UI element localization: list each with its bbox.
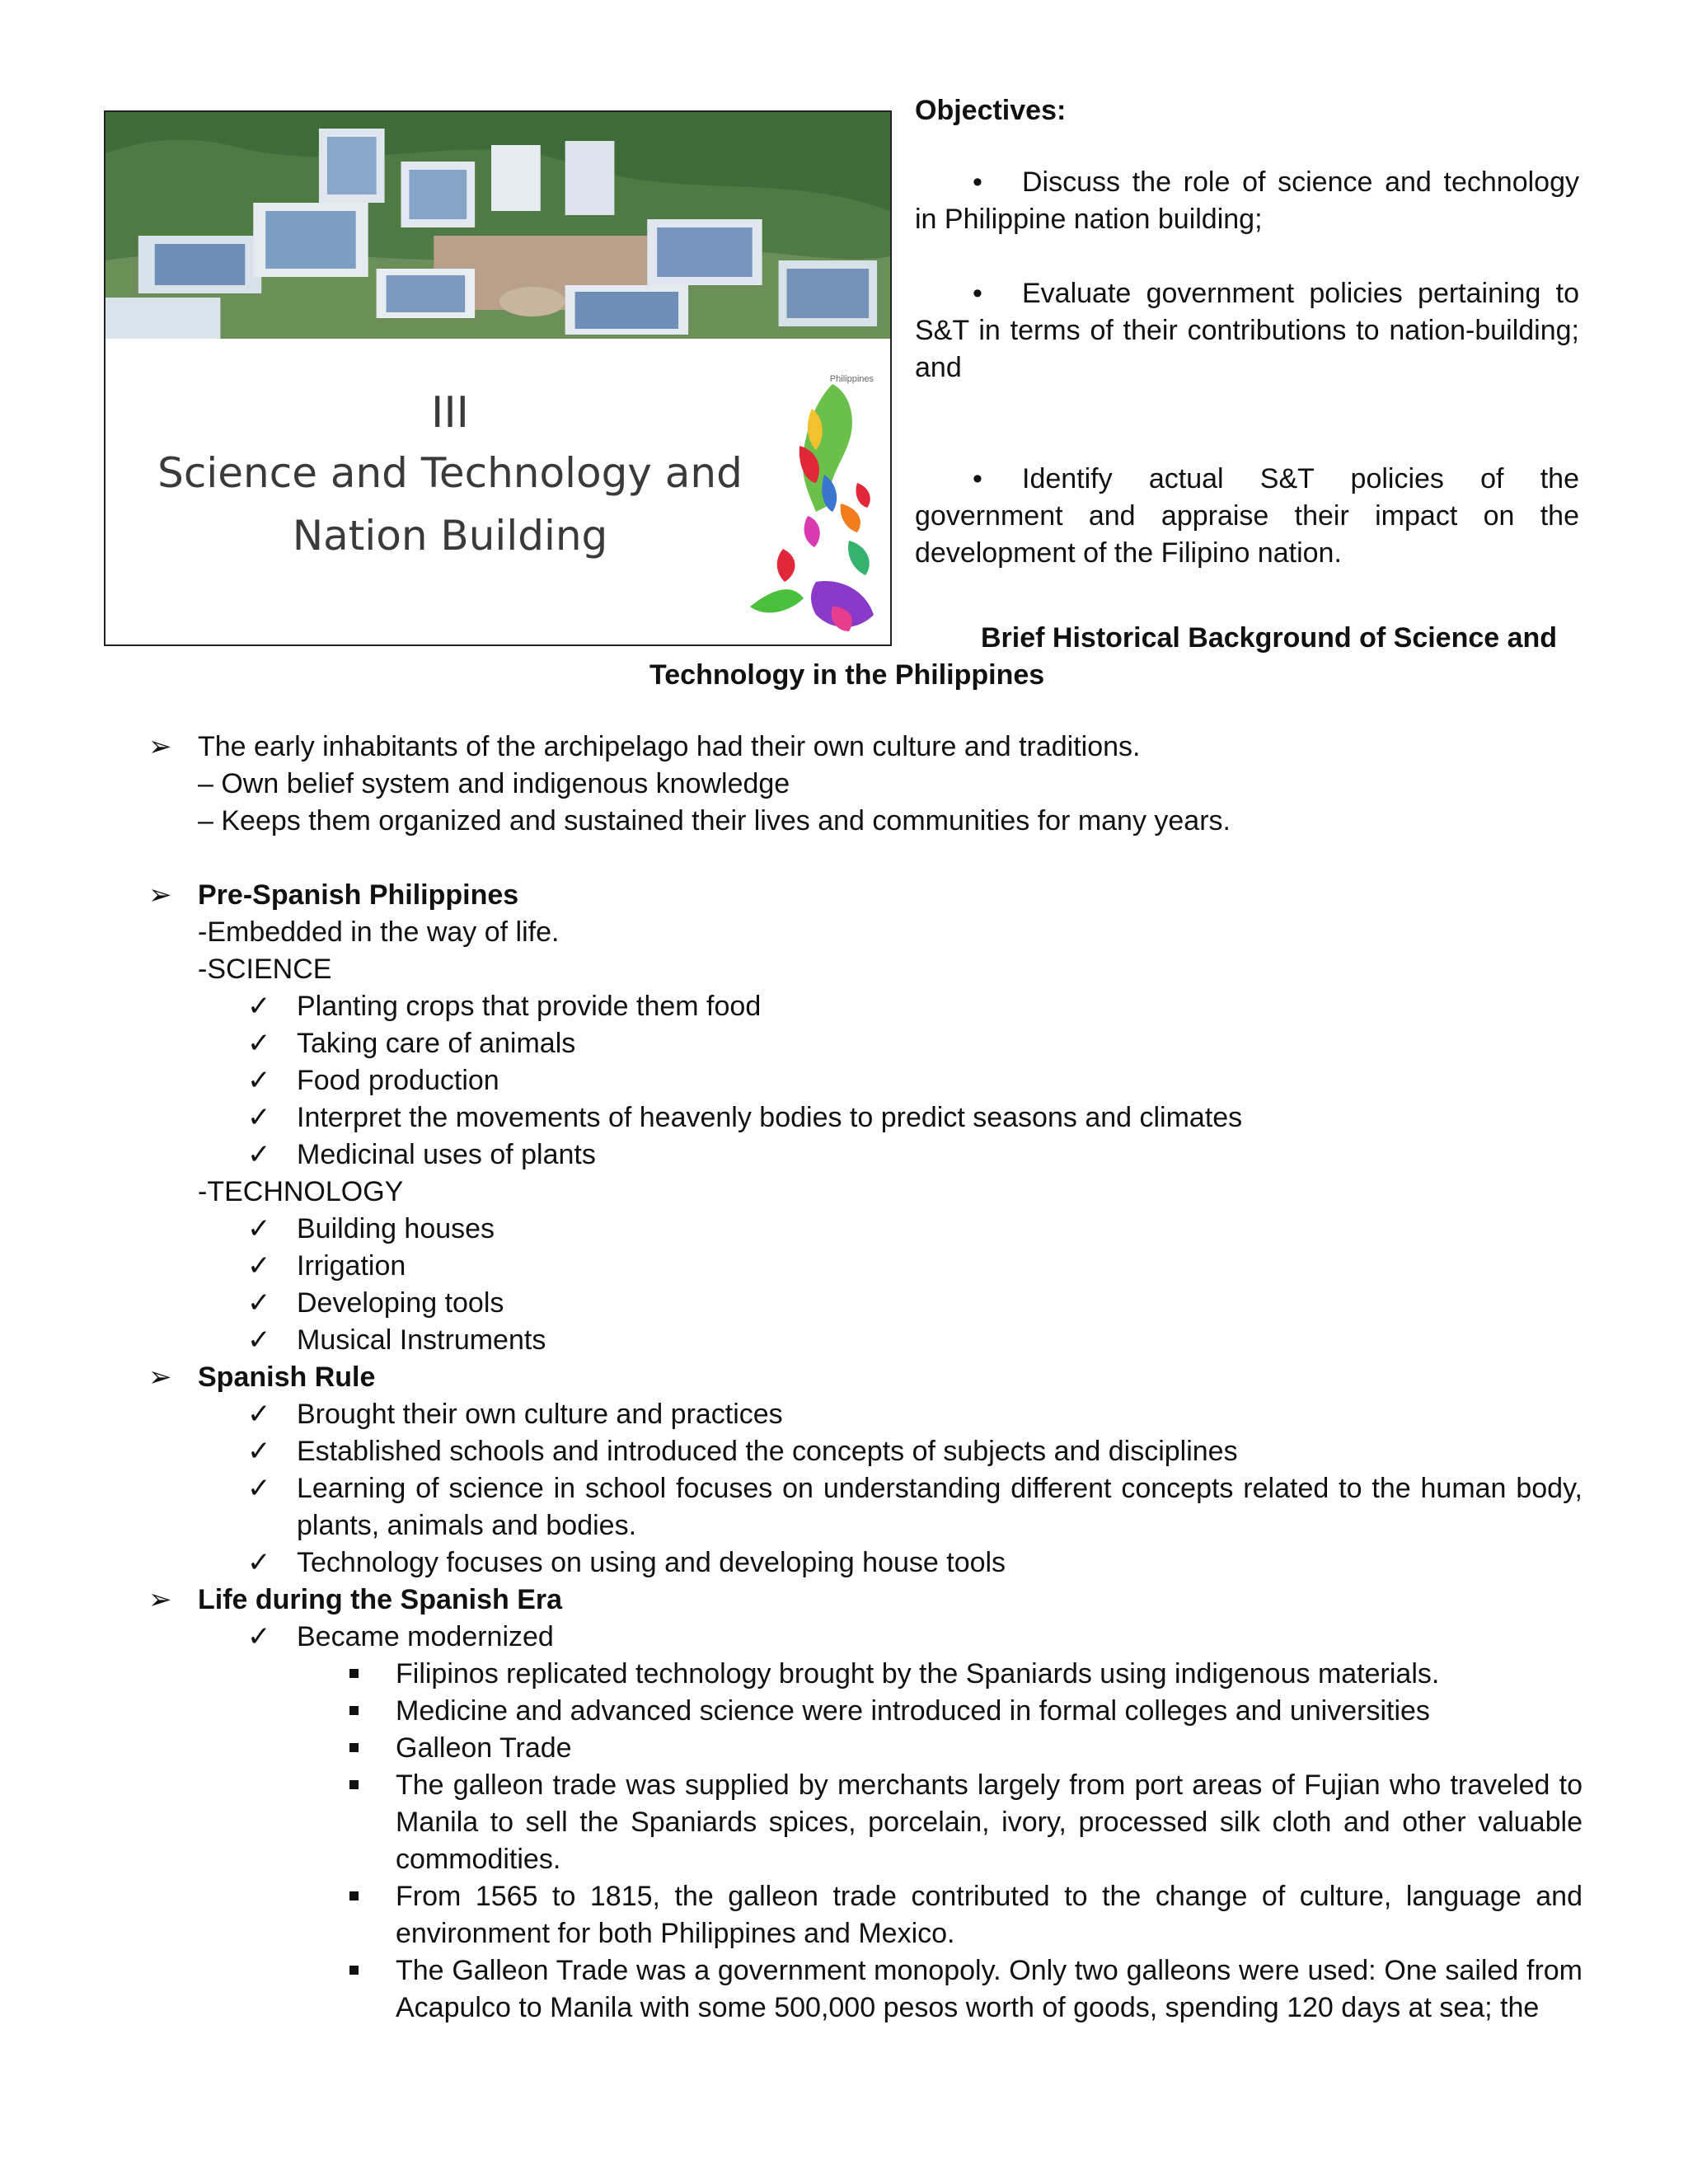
square-bullet-icon	[349, 1706, 359, 1715]
checkmark-icon: ✓	[247, 1213, 271, 1244]
list-item: ✓ Building houses	[148, 1211, 1582, 1248]
bullet-icon: •	[973, 463, 982, 494]
objective-item: • Discuss the role of science and technology in Philippine nation building;	[915, 164, 1579, 238]
checkmark-icon: ✓	[247, 1139, 271, 1170]
outline-item-spanish-rule: ➢ Spanish Rule	[148, 1359, 1582, 1396]
list-item: ✓ Became modernized	[148, 1619, 1582, 1656]
slide-title-block	[120, 384, 780, 567]
list-item: ✓ Established schools and introduced the concepts of subjects and disciplines	[148, 1433, 1582, 1470]
list-item: ✓ Developing tools	[148, 1285, 1582, 1322]
objective-item: • Evaluate government policies pertaining to S&T in terms of their contributions to nation-building; and	[915, 275, 1579, 387]
intro-sub-line: – Own belief system and indigenous knowledge	[198, 768, 790, 799]
history-heading-line-1: Brief Historical Background of Science and	[981, 622, 1558, 654]
checkmark-icon: ✓	[247, 991, 271, 1022]
philippines-map-icon	[734, 359, 890, 646]
list-item: ✓ Musical Instruments	[148, 1322, 1582, 1359]
checkmark-icon: ✓	[247, 1287, 271, 1319]
science-label: -SCIENCE	[198, 954, 332, 985]
square-bullet-icon	[349, 1780, 359, 1789]
square-bullet-icon	[349, 1891, 359, 1900]
sub-list-item: Galleon Trade	[148, 1730, 1582, 1767]
list-item: ✓ Learning of science in school focuses on understanding different concepts related to the human body, plants, animals and bodies.	[148, 1470, 1582, 1544]
checkmark-icon: ✓	[247, 1102, 271, 1133]
map-label: Philippines	[829, 374, 874, 384]
sub-list-item: The galleon trade was supplied by merchants largely from port areas of Fujian who traveled to Manila to sell the Spaniards spices, porcelain, ivory, processed silk cloth and other valuable commodities.	[148, 1767, 1582, 1878]
checkmark-icon: ✓	[247, 1436, 271, 1467]
pre-spanish-note: -Embedded in the way of life.	[198, 916, 560, 948]
history-heading-line-2: Technology in the Philippines	[649, 659, 1045, 691]
outline-item-spanish-era: ➢ Life during the Spanish Era	[148, 1582, 1582, 1619]
checkmark-icon: ✓	[247, 1399, 271, 1430]
checkmark-icon: ✓	[247, 1621, 271, 1652]
slide-number: III	[430, 388, 469, 438]
arrow-bullet-icon: ➢	[148, 731, 172, 762]
arrow-bullet-icon: ➢	[148, 1584, 172, 1615]
slide-title-line-1: Science and Technology and	[157, 449, 743, 497]
square-bullet-icon	[349, 1743, 359, 1752]
slide-title-line-2: Nation Building	[292, 512, 608, 560]
checkmark-icon: ✓	[247, 1547, 271, 1578]
list-item: ✓ Irrigation	[148, 1248, 1582, 1285]
list-item: ✓ Taking care of animals	[148, 1025, 1582, 1062]
checkmark-icon: ✓	[247, 1473, 271, 1504]
objectives-section	[915, 92, 1579, 572]
history-outline	[148, 729, 1582, 2027]
intro-sub-line: – Keeps them organized and sustained their lives and communities for many years.	[198, 805, 1231, 837]
objectives-title: Objectives:	[915, 95, 1067, 126]
arrow-bullet-icon: ➢	[148, 879, 172, 911]
list-item: ✓ Food production	[148, 1062, 1582, 1099]
history-heading	[577, 620, 1579, 694]
outline-item-intro: ➢ The early inhabitants of the archipelago had their own culture and traditions.	[148, 729, 1582, 766]
checkmark-icon: ✓	[247, 1250, 271, 1282]
list-item: ✓ Technology focuses on using and developing house tools	[148, 1544, 1582, 1582]
outline-item-pre-spanish: ➢ Pre-Spanish Philippines	[148, 877, 1582, 914]
square-bullet-icon	[349, 1966, 359, 1975]
square-bullet-icon	[349, 1669, 359, 1678]
checkmark-icon: ✓	[247, 1065, 271, 1096]
bullet-icon: •	[973, 278, 982, 309]
campus-photo	[106, 112, 890, 339]
sub-list-item: From 1565 to 1815, the galleon trade contributed to the change of culture, language and environment for both Philippines and Mexico.	[148, 1878, 1582, 1952]
list-item: ✓ Interpret the movements of heavenly bodies to predict seasons and climates	[148, 1099, 1582, 1137]
bullet-icon: •	[973, 166, 982, 198]
sub-list-item: Medicine and advanced science were introduced in formal colleges and universities	[148, 1693, 1582, 1730]
list-item: ✓ Medicinal uses of plants	[148, 1137, 1582, 1174]
checkmark-icon: ✓	[247, 1028, 271, 1059]
objective-item: • Identify actual S&T policies of the government and appraise their impact on the development of the Filipino nation.	[915, 461, 1579, 572]
list-item: ✓ Planting crops that provide them food	[148, 988, 1582, 1025]
list-item: ✓ Brought their own culture and practices	[148, 1396, 1582, 1433]
slide-image	[104, 110, 892, 646]
checkmark-icon: ✓	[247, 1324, 271, 1356]
technology-label: -TECHNOLOGY	[198, 1176, 404, 1207]
sub-list-item: The Galleon Trade was a government monopoly. Only two galleons were used: One sailed from Acapulco to Manila with some 500,000 pesos worth of goods, spending 120 days at sea; the	[148, 1952, 1582, 2027]
arrow-bullet-icon: ➢	[148, 1361, 172, 1393]
sub-list-item: Filipinos replicated technology brought by the Spaniards using indigenous materials.	[148, 1656, 1582, 1693]
